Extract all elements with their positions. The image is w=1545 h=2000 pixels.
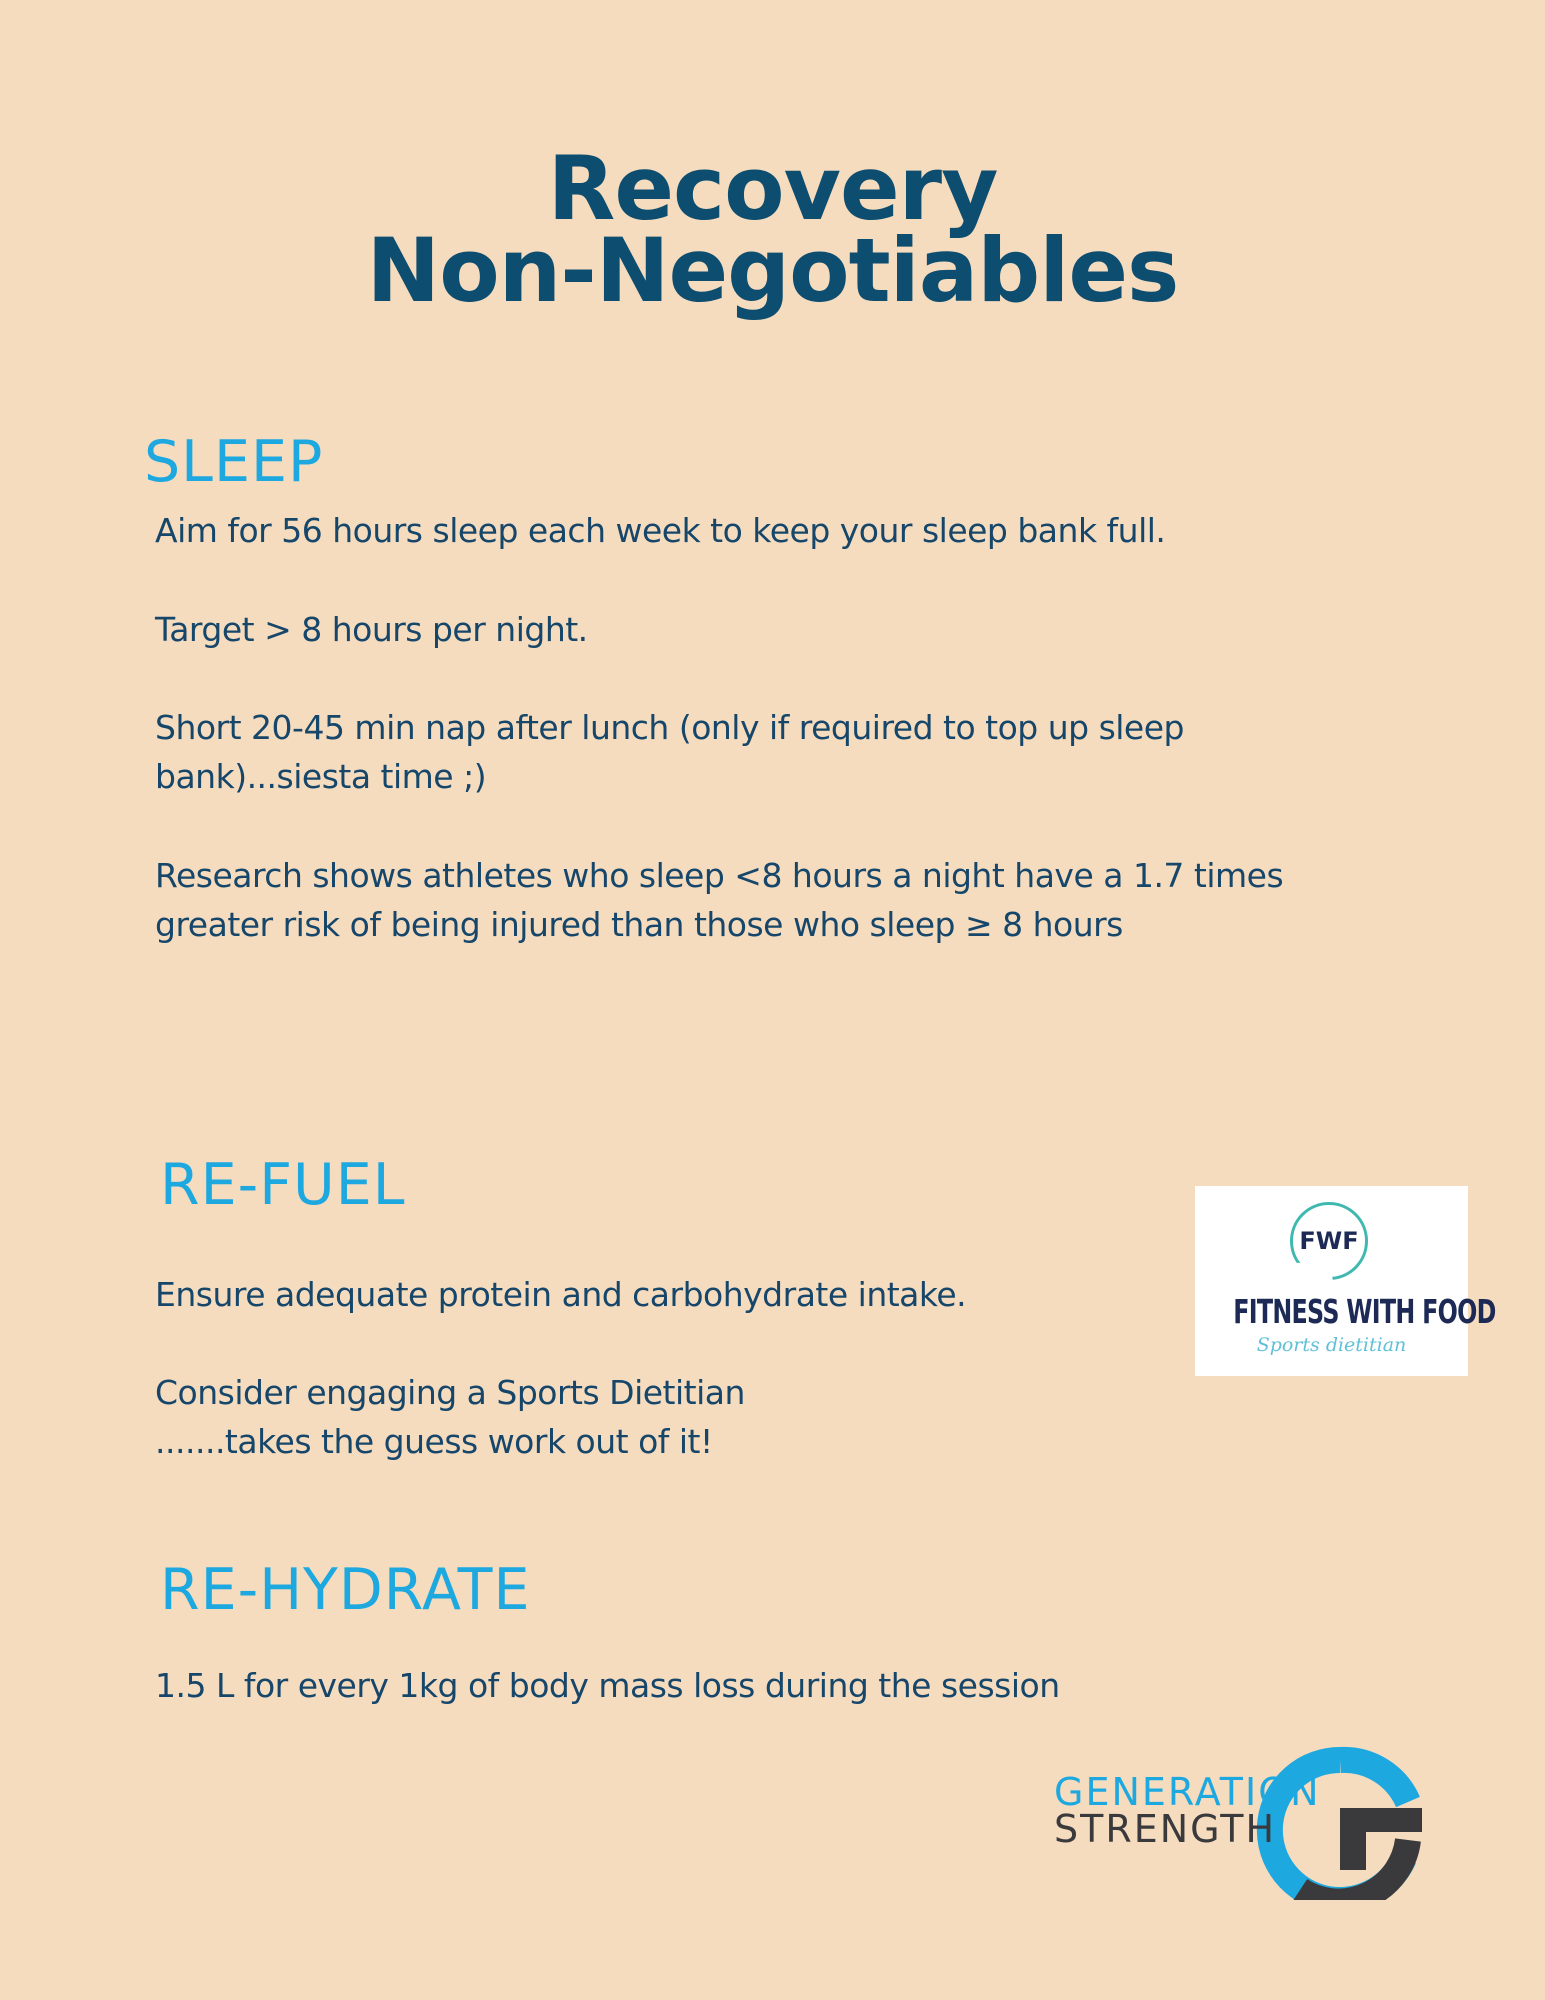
- sleep-research-text: [155, 851, 1283, 949]
- fwf-name: FITNESS WITH FOOD: [1233, 1292, 1496, 1331]
- refuel-dietitian-text: [155, 1368, 745, 1466]
- fwf-tagline: Sports dietitian: [1256, 1334, 1407, 1356]
- refuel-dietitian-line1: Consider engaging a Sports Dietitian: [155, 1373, 745, 1412]
- refuel-protein-text: Ensure adequate protein and carbohydrate intake.: [155, 1275, 967, 1314]
- sleep-nap-line1: Short 20-45 min nap after lunch (only if required to top up sleep: [155, 708, 1184, 747]
- sleep-nap-line2: bank)...siesta time ;): [155, 757, 487, 796]
- sleep-aim-text: Aim for 56 hours sleep each week to keep your sleep bank full.: [155, 511, 1166, 550]
- gs-line1: GENERATION: [1054, 1770, 1321, 1814]
- rehydrate-heading: RE-HYDRATE: [160, 1557, 531, 1623]
- generation-strength-logo: [1050, 1740, 1470, 1900]
- sleep-target-text: Target > 8 hours per night.: [155, 610, 588, 649]
- rehydrate-text: 1.5 L for every 1kg of body mass loss during the session: [155, 1666, 1060, 1705]
- refuel-dietitian-line2: .......takes the guess work out of it!: [155, 1422, 713, 1461]
- fitness-with-food-logo: [1195, 1186, 1496, 1376]
- refuel-heading: RE-FUEL: [160, 1152, 406, 1218]
- sleep-heading: SLEEP: [144, 429, 324, 495]
- sleep-nap-text: [155, 703, 1184, 801]
- sleep-research-line1: Research shows athletes who sleep <8 hours a night have a 1.7 times: [155, 856, 1284, 895]
- page-title: [0, 137, 1545, 322]
- fwf-initials: FWF: [1299, 1227, 1359, 1255]
- gs-line2: STRENGTH: [1054, 1807, 1277, 1851]
- sleep-research-line2: greater risk of being injured than those who sleep ≥ 8 hours: [155, 905, 1123, 944]
- page-title-line1: Recovery: [547, 137, 998, 240]
- page-title-line2: Non-Negotiables: [366, 219, 1179, 322]
